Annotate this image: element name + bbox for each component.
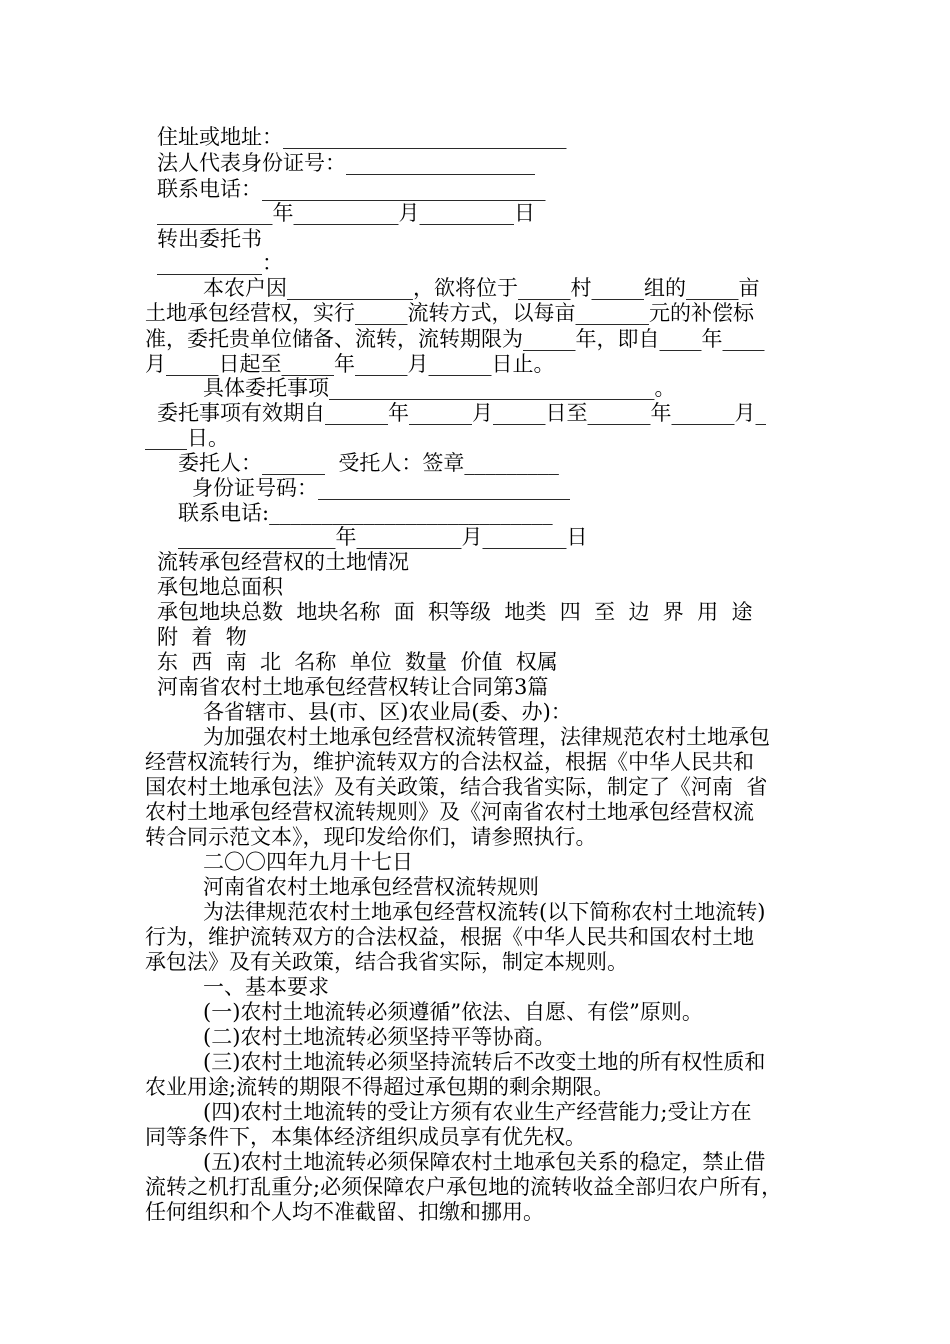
list-item: (三)农村土地流转必须坚持流转后不改变土地的所有权性质和 bbox=[203, 1050, 766, 1074]
paragraph-line: 转合同示范文本》，现印发给你们，请参照执行。 bbox=[145, 825, 597, 849]
text-line: 承包地总面积 bbox=[157, 575, 283, 599]
text-line-address: 住址或地址：___________________________ bbox=[157, 125, 567, 149]
text-line-date: ___________年__________月_________日 bbox=[157, 201, 535, 225]
table-header-line: 东 西 南 北 名称 单位 数量 价值 权属 bbox=[157, 650, 558, 674]
paragraph-line: 土地承包经营权，实行_____流转方式，以每亩_______元的补偿标 bbox=[145, 301, 754, 325]
paragraph-line: 行为，维护流转双方的合法权益，根据《中华人民共和国农村土地 bbox=[145, 925, 754, 949]
text-line-date: 二〇〇四年九月十七日 bbox=[203, 850, 413, 874]
list-item: (四)农村土地流转的受让方须有农业生产经营能力;受让方在 bbox=[203, 1100, 752, 1124]
list-item: (一)农村土地流转必须遵循”依法、自愿、有偿”原则。 bbox=[203, 1000, 703, 1024]
list-item-continuation: 同等条件下，本集体经济组织成员享有优先权。 bbox=[145, 1125, 586, 1149]
list-item-continuation: 农业用途;流转的期限不得超过承包期的剩余期限。 bbox=[145, 1075, 615, 1099]
text-line-addressee: __________： bbox=[157, 251, 283, 275]
paragraph-line: 国农村土地承包法》及有关政策，结合我省实际，制定了《河南 省 bbox=[145, 775, 768, 799]
section-title-land-info: 流转承包经营权的土地情况 bbox=[157, 550, 409, 574]
section-title-entrustment: 转出委托书 bbox=[157, 227, 262, 251]
text-line-legal-rep-id: 法人代表身份证号：__________________ bbox=[157, 151, 535, 175]
text-line-phone: 联系电话:___________________________ bbox=[178, 501, 553, 525]
section-title-contract: 河南省农村土地承包经营权转让合同第3篇 bbox=[157, 675, 549, 699]
text-line-phone: 联系电话：___________________________ bbox=[157, 177, 546, 201]
paragraph-line: 委托事项有效期自______年______月_____日至______年______月_ bbox=[157, 401, 766, 425]
text-line-id-number: 身份证号码：________________________ bbox=[192, 476, 570, 500]
paragraph-line: 具体委托事项_______________________________。 bbox=[203, 376, 676, 400]
list-item: (五)农村土地流转必须保障农村土地承包关系的稳定，禁止借 bbox=[203, 1150, 766, 1174]
list-item: (二)农村土地流转必须坚持平等协商。 bbox=[203, 1025, 556, 1049]
paragraph-line: 为加强农村土地承包经营权流转管理，法律规范农村土地承包 bbox=[203, 725, 770, 749]
paragraph-line: 经营权流转行为，维护流转双方的合法权益，根据《中华人民共和 bbox=[145, 750, 754, 774]
table-header-line: 承包地块总数 地块名称 面 积等级 地类 四 至 边 界 用 途 bbox=[157, 600, 753, 624]
paragraph-line: 准，委托贵单位储备、流转，流转期限为_____年，即自____年____ bbox=[145, 327, 765, 351]
table-header-line: 附 着 物 bbox=[157, 625, 247, 649]
list-item-continuation: 任何组织和个人均不准截留、扣缴和挪用。 bbox=[145, 1200, 544, 1224]
section-title-rules: 河南省农村土地承包经营权流转规则 bbox=[203, 875, 539, 899]
paragraph-line: 各省辖市、县(市、区)农业局(委、办)： bbox=[203, 700, 572, 724]
paragraph-line: 农村土地承包经营权流转规则》及《河南省农村土地承包经营权流 bbox=[145, 800, 754, 824]
paragraph-line: ____日。 bbox=[145, 426, 229, 450]
list-item-continuation: 流转之机打乱重分;必须保障农户承包地的流转收益全部归农户所有， bbox=[145, 1175, 783, 1199]
paragraph-line: 月_____日起至_____年_____月______日止。 bbox=[145, 352, 555, 376]
paragraph-line: 为法律规范农村土地承包经营权流转(以下简称农村土地流转) bbox=[203, 900, 766, 924]
text-line-date: _______________年__________月________日 bbox=[178, 525, 588, 549]
section-heading: 一、基本要求 bbox=[203, 975, 329, 999]
paragraph-line: 本农户因____________，欲将位于_____村_____组的_____亩 bbox=[203, 276, 760, 300]
paragraph-line: 承包法》及有关政策，结合我省实际，制定本规则。 bbox=[145, 950, 628, 974]
text-line-signatories: 委托人：______ 受托人：签章_________ bbox=[178, 451, 559, 475]
